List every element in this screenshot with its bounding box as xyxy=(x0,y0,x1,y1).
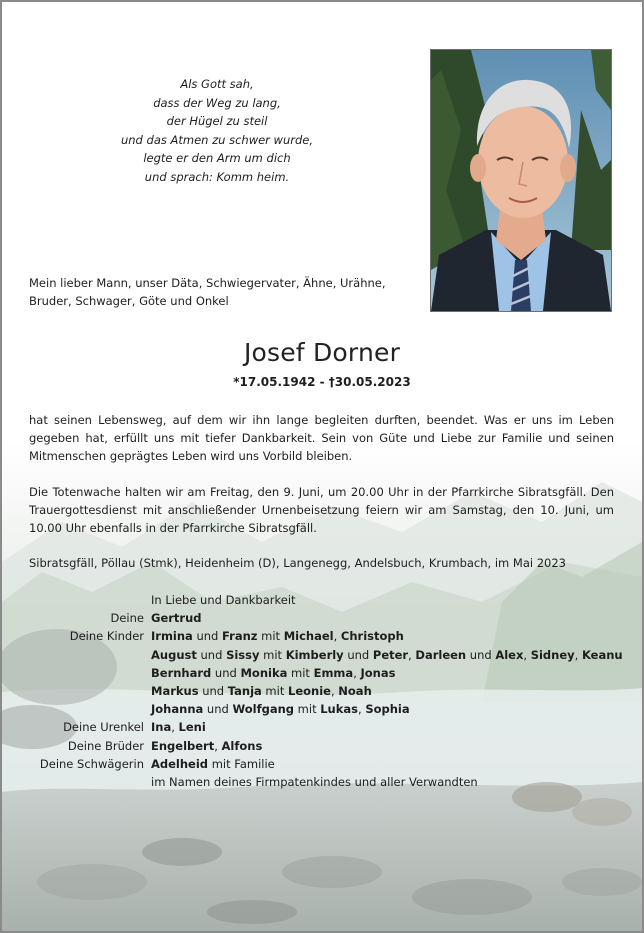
mourner-names xyxy=(151,700,642,718)
connector-text: mit xyxy=(261,684,288,699)
poem-line: der Hügel zu steil xyxy=(166,114,268,128)
mourner-name: Jonas xyxy=(360,665,396,680)
mourner-name: Sidney xyxy=(530,647,575,662)
mourner-row xyxy=(2,591,642,609)
mourner-name: Gertrud xyxy=(151,611,202,626)
mourner-name: Adelheid xyxy=(151,756,209,771)
intro-text: Mein lieber Mann, unser Däta, Schwiegervater, Ähne, Urähne, Bruder, Schwager, Göte und Onkel xyxy=(29,276,386,308)
connector-text: und xyxy=(196,647,227,662)
mourner-name: Ina xyxy=(151,720,172,735)
relation-label: Deine Brüder xyxy=(67,738,144,753)
mourner-name: Alex xyxy=(495,647,524,662)
portrait-illustration xyxy=(431,50,611,311)
connector-text: und xyxy=(198,684,228,699)
mourner-name: Kimberly xyxy=(285,647,344,662)
mourner-names xyxy=(151,773,642,791)
mourner-name: August xyxy=(151,647,197,662)
mourner-name: Franz xyxy=(222,629,258,644)
mourner-name: Sophia xyxy=(365,702,410,717)
relation-label xyxy=(2,664,151,682)
connector-text: und xyxy=(192,629,223,644)
mourner-name: Leni xyxy=(178,720,206,735)
mourner-names xyxy=(151,591,642,609)
mourner-row xyxy=(2,700,642,718)
connector-text: und xyxy=(211,665,241,680)
connector-text: und xyxy=(343,647,373,662)
poem-line: und sprach: Komm heim. xyxy=(144,169,290,184)
mourner-name: Peter xyxy=(372,647,409,662)
mourner-name: Markus xyxy=(151,684,199,699)
poem-line: Als Gott sah, xyxy=(180,77,254,91)
mourner-row xyxy=(2,737,642,755)
connector-text: In Liebe und Dankbarkeit xyxy=(151,593,296,607)
relation-label xyxy=(2,646,151,664)
connector-text: , xyxy=(408,647,416,662)
relation-label xyxy=(2,682,151,700)
mourner-name: Emma xyxy=(313,665,354,680)
service-paragraph: Die Totenwache halten wir am Freitag, den 9. Juni, um 20.00 Uhr in der Pfarrkirche Sibratsgfäll. Den Trauergottesdienst mit anschließender Urnenbeisetzung feiern wir am Samstag, den 10. Juni, um 10.00 Uhr ebenfalls in der Pfarrkirche Sibratsgfäll. xyxy=(29,485,614,535)
mourner-name: Alfons xyxy=(221,738,263,753)
mourner-name: Engelbert xyxy=(151,738,215,753)
connector-text: mit Familie xyxy=(208,756,275,771)
deceased-name: Josef Dorner xyxy=(243,338,401,367)
mourner-row xyxy=(2,773,642,791)
mourner-name: Christoph xyxy=(340,629,404,644)
connector-text: mit xyxy=(257,629,284,644)
poem-line: dass der Weg zu lang, xyxy=(153,95,281,110)
connector-text: , xyxy=(353,665,361,680)
mourner-row xyxy=(2,755,642,773)
mourner-names xyxy=(151,646,642,664)
mourner-row xyxy=(2,609,642,627)
connector-text: , xyxy=(358,702,366,717)
mourner-name: Leonie xyxy=(288,684,331,699)
mourner-name: Bernhard xyxy=(151,665,212,680)
mourners-list xyxy=(2,591,642,791)
connector-text: und xyxy=(203,702,233,717)
mourner-name: Monika xyxy=(240,665,288,680)
relation-label: Deine Schwägerin xyxy=(39,756,144,771)
mourner-names xyxy=(151,609,642,627)
poem-line: und das Atmen zu schwer wurde, xyxy=(120,132,314,147)
mourner-name: Irmina xyxy=(151,629,193,644)
connector-text: und xyxy=(466,647,496,662)
mourner-name: Lukas xyxy=(320,702,359,717)
places-date-line: Sibratsgfäll, Pöllau (Stmk), Heidenheim (D), Langenegg, Andelsbuch, Krumbach, im Mai 2023 xyxy=(29,556,566,570)
poem-line: legte er den Arm um dich xyxy=(143,151,291,165)
relation-label xyxy=(2,773,151,791)
connector-text: mit xyxy=(259,647,286,662)
connector-text: mit xyxy=(294,702,321,717)
relation-label xyxy=(2,591,151,609)
relation-label: Deine Urenkel xyxy=(63,720,144,735)
connector-text: , xyxy=(523,647,531,662)
mourner-row xyxy=(2,682,642,700)
connector-text: , xyxy=(330,684,339,699)
connector-text: , xyxy=(171,720,179,735)
tribute-paragraph: hat seinen Lebensweg, auf dem wir ihn lange begleiten durften, beendet. Was er uns im Leben gegeben hat, erfüllt uns mit tiefer Dankbarkeit. Sein von Güte und Liebe zur Familie und seinen Mitmenschen geprägtes Leben wird uns Vorbild bleiben. xyxy=(29,413,614,463)
mourner-row xyxy=(2,646,642,664)
mourner-names xyxy=(151,682,642,700)
mourner-name: Tanja xyxy=(227,684,262,699)
relation-label xyxy=(2,700,151,718)
mourner-names xyxy=(151,627,642,645)
mourner-name: Johanna xyxy=(151,702,204,717)
mourner-name: Keanu xyxy=(581,647,623,662)
mourner-name: Noah xyxy=(338,684,372,699)
connector-text: , xyxy=(333,629,341,644)
mourner-names xyxy=(151,737,642,755)
mourner-names xyxy=(151,664,642,682)
connector-text: , xyxy=(214,738,222,753)
mourner-name: Wolfgang xyxy=(232,702,295,717)
relation-label: Deine xyxy=(110,611,144,626)
connector-text: im Namen deines Firmpatenkindes und aller Verwandten xyxy=(151,775,478,790)
mourner-row xyxy=(2,627,642,645)
relation-label: Deine Kinder xyxy=(69,629,144,644)
connector-text: mit xyxy=(287,665,314,680)
mourner-name: Sissy xyxy=(226,647,260,662)
connector-text: , xyxy=(574,647,582,662)
memorial-poem xyxy=(102,75,332,186)
mourner-names xyxy=(151,718,642,736)
portrait-photo xyxy=(430,49,612,312)
mourner-names xyxy=(151,755,642,773)
life-dates: *17.05.1942 - †30.05.2023 xyxy=(233,375,411,389)
mourner-name: Michael xyxy=(283,629,334,644)
mourner-row xyxy=(2,718,642,736)
mourner-name: Darleen xyxy=(415,647,467,662)
mourner-row xyxy=(2,664,642,682)
